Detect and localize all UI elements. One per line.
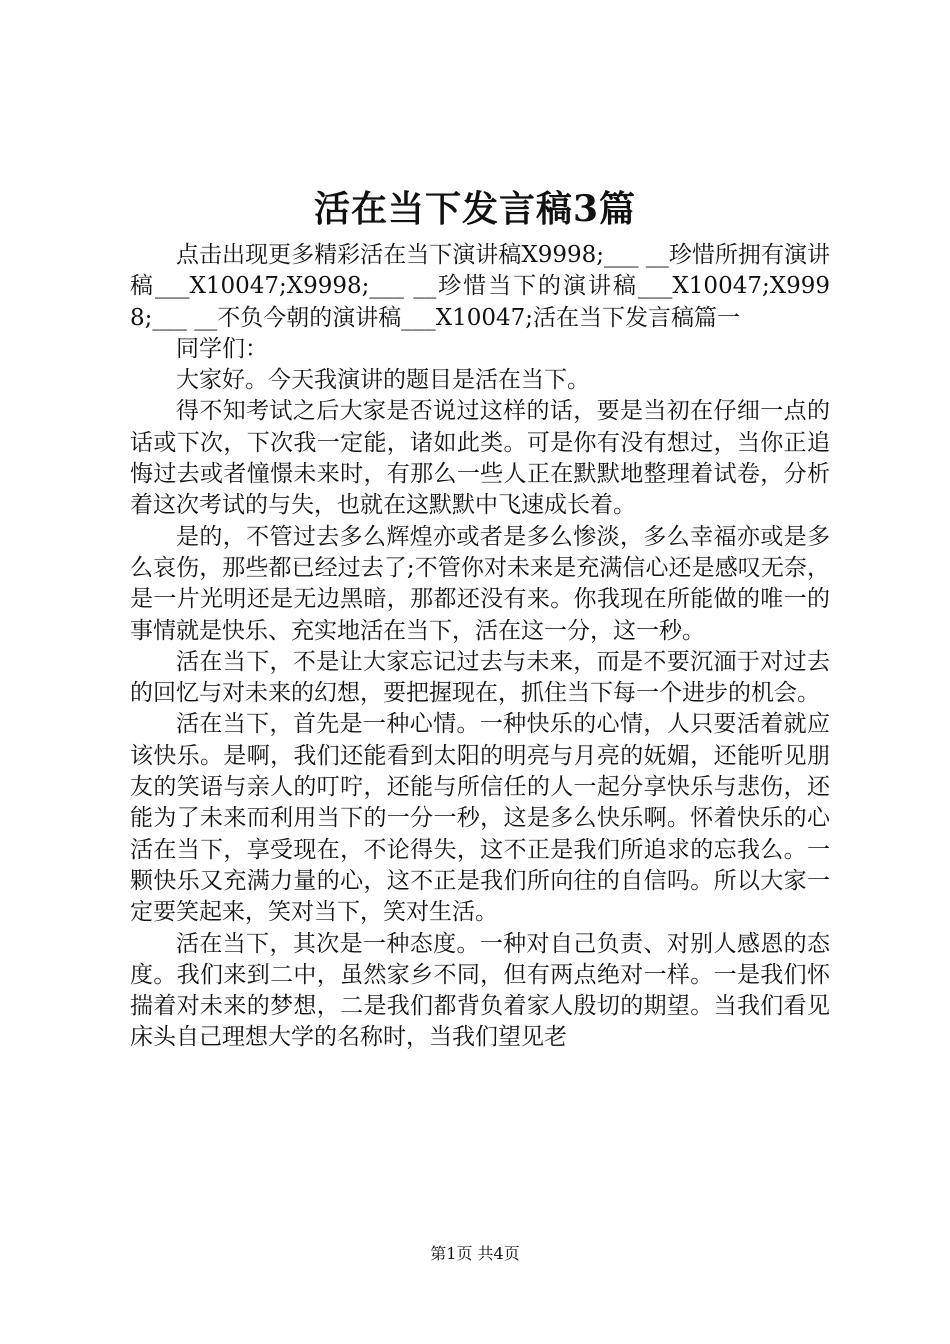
paragraph-past-future: 是的，不管过去多么辉煌亦或者是多么惨淡，多么幸福亦或是多么哀伤，那些都已经过去了;不管你对未来是充满信心还是感叹无奈，是一片光明还是无边黑暗，那都还没有来。你我现在所能做的唯一的事情就是快乐、充实地活在当下，活在这一分，这一秒。 — [130, 523, 830, 644]
document-title: 活在当下发言稿3篇 — [313, 188, 637, 230]
paragraph-mood: 活在当下，首先是一种心情。一种快乐的心情，人只要活着就应该快乐。是啊，我们还能看到太阳的明亮与月亮的妩媚，还能听见朋友的笑语与亲人的叮咛，还能与所信任的人一起分享快乐与悲伤，还能为了未来而利用当下的一分一秒，这是多么快乐啊。怀着快乐的心活在当下，享受现在，不论得失，这不正是我们所追求的忘我么。一颗快乐又充满力量的心，这不正是我们所向往的自信吗。所以大家一定要笑起来，笑对当下，笑对生活。 — [130, 711, 830, 926]
paragraph-not-forget: 活在当下，不是让大家忘记过去与未来，而是不要沉湎于对过去的回忆与对未来的幻想，要把握现在，抓住当下每一个进步的机会。 — [130, 648, 830, 707]
paragraph-hello: 大家好。今天我演讲的题目是活在当下。 — [176, 367, 590, 394]
document-body — [130, 240, 830, 1054]
paragraph-attitude: 活在当下，其次是一种态度。一种对自己负责、对别人感恩的态度。我们来到二中，虽然家乡不同，但有两点绝对一样。一是我们怀揣着对未来的梦想，二是我们都背负着家人殷切的期望。当我们看见床头自己理想大学的名称时，当我们望见老 — [130, 930, 830, 1051]
page-footer: 第1页 共4页 — [430, 1244, 520, 1263]
paragraph-intro: 点击出现更多精彩活在当下演讲稿X9998;___ __珍惜所拥有演讲稿___X10047;X9998;___ __珍惜当下的演讲稿___X10047;X9998;___ __不负今朝的演讲稿___X10047;活在当下发言稿篇一 — [130, 242, 830, 331]
paragraph-exam: 得不知考试之后大家是否说过这样的话，要是当初在仔细一点的话或下次，下次我一定能，诸如此类。可是你有没有想过，当你正追悔过去或者憧憬未来时，有那么一些人正在默默地整理着试卷，分析着这次考试的与失，也就在这默默中飞速成长着。 — [130, 398, 830, 519]
paragraph-greeting: 同学们： — [176, 335, 268, 362]
